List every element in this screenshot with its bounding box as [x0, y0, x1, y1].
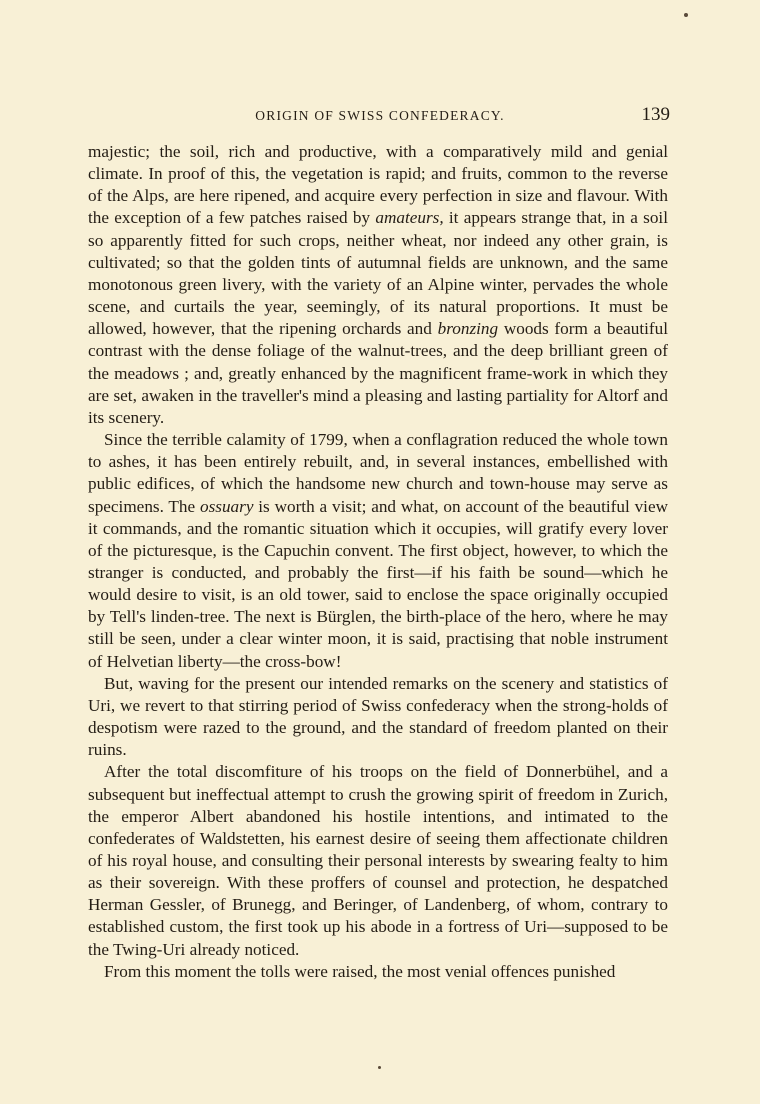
body-text: [88, 141, 668, 983]
paper-speck: [684, 13, 688, 17]
running-head: [88, 104, 672, 132]
page-number: 139: [641, 104, 670, 125]
text-run: it appears strange that, in a soil so apparently fitted for such crops, neither wheat, nor indeed any other grain, is cultivated; so that the golden tints of autumnal fields are unknown, and the same monotonous green livery, with the variety of an Alpine winter, pervades the whole scene, and curtails the year, seemingly, of its natural proportions. It must be allowed, however, that the ripening orchards and: [88, 208, 668, 339]
text-run: After the total discomfiture of his troops on the field of Donnerbühel, and a subsequent but ineffectual attempt to crush the growing spirit of freedom in Zurich, the emperor Albert abandoned his hostile intentions, and intimated to the confederates of Waldstetten, his earnest desire of seeing them affectionate children of his royal house, and consulting their personal interests by swearing fealty to him as their sovereign. With these proffers of counsel and protection, he despatched Herman Gessler, of Brunegg, and Beringer, of Landenberg, of whom, contrary to established custom, the first took up his abode in a fortress of Uri—supposed to be the Twing-Uri already noticed.: [88, 762, 668, 959]
italic-text: amateurs,: [375, 208, 444, 228]
paragraph-p2: [88, 429, 668, 673]
paragraph-p4: [88, 761, 668, 960]
paragraph-p3: [88, 673, 668, 762]
paragraph-p5: [88, 961, 668, 983]
text-run: From this moment the tolls were raised, the most venial offences punished: [104, 961, 616, 981]
text-run: But, waving for the present our intended remarks on the scenery and statistics of Uri, we revert to that stirring period of Swiss confederacy when the strong-holds of despotism were razed to the ground, and the standard of freedom planted on their ruins.: [88, 673, 668, 760]
running-title: ORIGIN OF SWISS CONFEDERACY.: [255, 108, 505, 123]
text-run: is worth a visit; and what, on account of the beautiful view it commands, and the romantic situation which it occupies, will gratify every lover of the picturesque, is the Capuchin convent. The first object, however, to which the stranger is conducted, and probably the first—if his faith be sound—which he would desire to visit, is an old tower, said to enclose the space originally occupied by Tell's linden-tree. The next is Bürglen, the birth-place of the hero, where he may still be seen, under a clear winter moon, it is said, practising that noble instrument of Helvetian liberty—the cross-bow!: [88, 496, 668, 671]
text-run: majestic; the soil, rich and productive, with a comparatively mild and genial climate. In proof of this, the vegetation is rapid; and fruits, common to the reverse of the Alps, are here ripened, and acquire every perfection in size and flavour. With the exception of a few patches raised by: [88, 142, 668, 228]
paragraph-p1: [88, 141, 668, 429]
italic-text: bronzing: [437, 319, 499, 339]
text-run: Since the terrible calamity of 1799, when a conflagration reduced the whole town to ashes, it has been entirely rebuilt, and, in several instances, embellished with public edifices, of which the handsome new church and town-house may serve as specimens. The: [88, 430, 668, 516]
text-run: woods form a beautiful contrast with the dense foliage of the walnut-trees, and the deep brilliant green of the meadows ; and, greatly enhanced by the magnificent frame-work in which they are set, awaken in the traveller's mind a pleasing and lasting partiality for Altorf and its scenery.: [88, 319, 669, 427]
paper-speck: [378, 1066, 381, 1069]
italic-text: ossuary: [199, 496, 254, 516]
